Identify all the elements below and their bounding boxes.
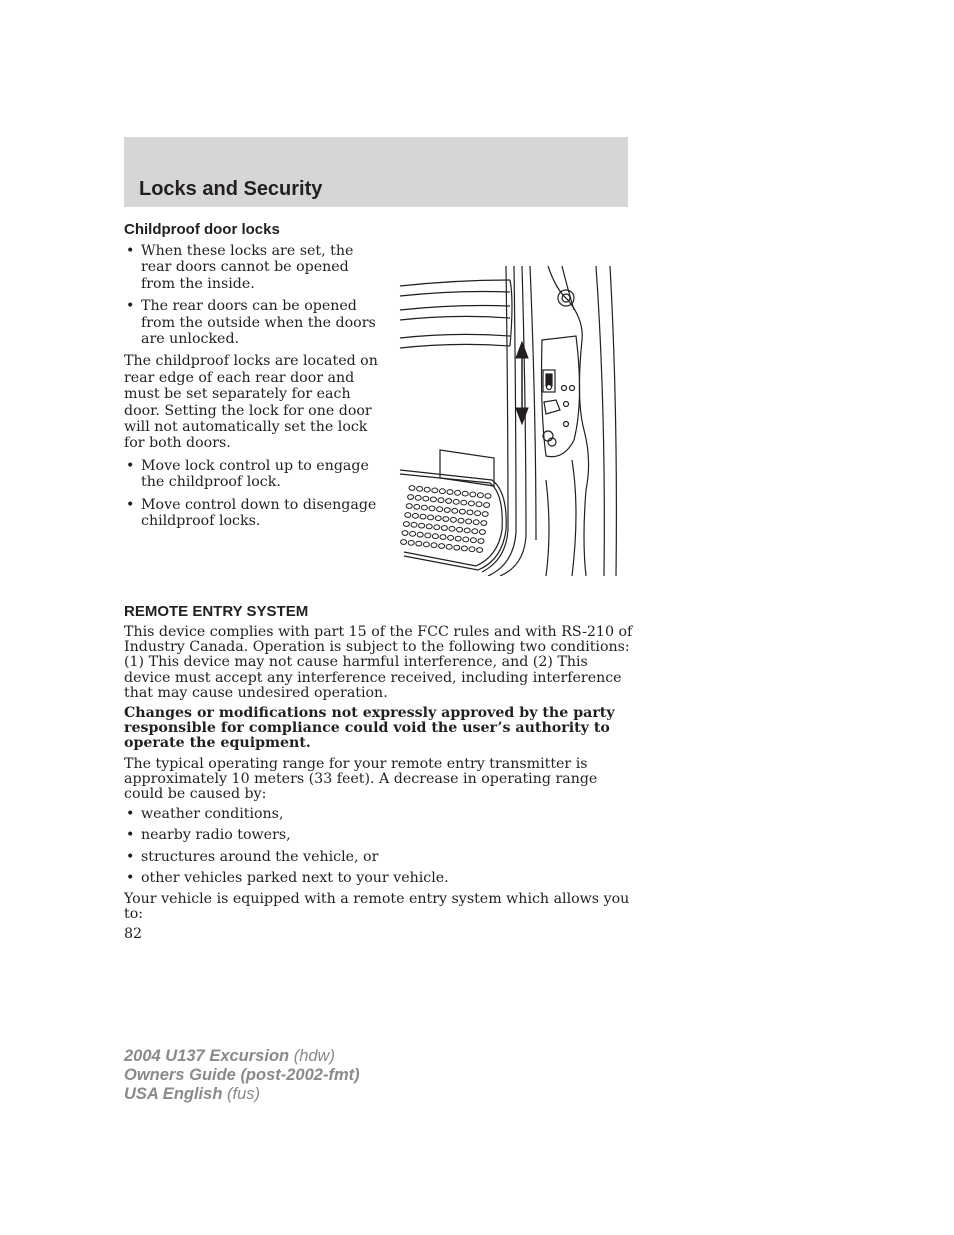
grille-hole <box>431 543 437 548</box>
grille-hole <box>461 500 467 505</box>
list-item: • weather conditions, <box>124 807 634 822</box>
grille-hole <box>446 544 452 549</box>
grille-hole <box>440 535 446 540</box>
grille-hole <box>447 490 453 495</box>
grille-hole <box>443 517 449 522</box>
grille-hole <box>405 513 411 518</box>
document-footer <box>124 1047 360 1104</box>
list-item: • Move control down to disengage childproof locks. <box>124 497 386 530</box>
grille-hole <box>424 487 430 492</box>
childproof-bullets-top <box>124 243 386 347</box>
grille-hole <box>452 508 458 513</box>
speaker-grille <box>401 486 491 553</box>
grille-hole <box>420 514 426 519</box>
section-title: Locks and Security <box>139 178 323 200</box>
childproof-heading: Childproof door locks <box>124 221 280 238</box>
grille-hole <box>463 537 469 542</box>
grille-hole <box>459 509 465 514</box>
grille-hole <box>406 504 412 509</box>
list-item: • Move lock control up to engage the childproof lock. <box>124 458 386 491</box>
grille-hole <box>437 507 443 512</box>
range-causes-list <box>124 807 634 886</box>
remote-entry-text-column <box>124 625 634 927</box>
grille-hole <box>479 530 485 535</box>
grille-hole <box>417 486 423 491</box>
grille-hole <box>455 490 461 495</box>
grille-hole <box>403 522 409 527</box>
grille-hole <box>434 525 440 530</box>
grille-hole <box>408 495 414 500</box>
grille-hole <box>461 546 467 551</box>
footer-model-code: (hdw) <box>293 1047 335 1065</box>
childproof-bullets-bottom <box>124 458 386 530</box>
compliance-warning: Changes or modifications not expressly approved by the party responsible for compliance could void the user’s authority to operate the equipment. <box>124 705 615 752</box>
grille-hole <box>446 499 452 504</box>
grille-hole <box>455 536 461 541</box>
grille-hole <box>439 544 445 549</box>
grille-hole <box>466 519 472 524</box>
grille-hole <box>410 531 416 536</box>
grille-hole <box>477 548 483 553</box>
grille-hole <box>412 513 418 518</box>
grille-hole <box>438 498 444 503</box>
grille-hole <box>408 540 414 545</box>
footer-language: USA English <box>124 1085 223 1103</box>
page-number: 82 <box>124 926 143 942</box>
grille-hole <box>414 504 420 509</box>
grille-hole <box>457 527 463 532</box>
grille-hole <box>475 511 481 516</box>
grille-hole <box>423 496 429 501</box>
grille-hole <box>477 493 483 498</box>
grille-hole <box>458 518 464 523</box>
grille-hole <box>441 526 447 531</box>
remote-entry-heading: REMOTE ENTRY SYSTEM <box>124 603 309 620</box>
grille-hole <box>484 503 490 508</box>
closing-paragraph: Your vehicle is equipped with a remote entry system which allows you to: <box>124 891 630 923</box>
grille-hole <box>482 512 488 517</box>
grille-hole <box>454 545 460 550</box>
fcc-paragraph: This device complies with part 15 of the FCC rules and with RS-210 of Industry Canada. Operation is subject to the following two conditions: (1) This device may not cause harmful interference, and (2) This device must accept any interference received, including interference that may cause undesired operation. <box>124 624 633 701</box>
grille-hole <box>411 522 417 527</box>
childproof-paragraph: The childproof locks are located on rear edge of each rear door and must be set separately for each door. Setting the lock for one door will not automatically set the lock for both doors. <box>124 353 378 452</box>
operating-range-paragraph: The typical operating range for your remote entry transmitter is approximately 10 meters (33 feet). A decrease in operating range could be caused by: <box>124 755 598 803</box>
grille-hole <box>421 505 427 510</box>
grille-hole <box>468 501 474 506</box>
grille-hole <box>423 542 429 547</box>
list-item: • When these locks are set, the rear doors cannot be opened from the inside. <box>124 243 386 292</box>
grille-hole <box>430 497 436 502</box>
grille-hole <box>425 533 431 538</box>
grille-hole <box>417 532 423 537</box>
grille-hole <box>448 535 454 540</box>
grille-hole <box>415 495 421 500</box>
grille-hole <box>450 517 456 522</box>
section-header-band <box>124 137 628 207</box>
list-item: • structures around the vehicle, or <box>124 850 634 865</box>
grille-hole <box>428 515 434 520</box>
door-lock-illustration <box>396 260 622 576</box>
grille-hole <box>464 528 470 533</box>
grille-hole <box>429 506 435 511</box>
grille-hole <box>432 488 438 493</box>
footer-language-code: (fus) <box>227 1085 260 1103</box>
grille-hole <box>432 534 438 539</box>
grille-hole <box>462 491 468 496</box>
grille-hole <box>473 520 479 525</box>
grille-hole <box>478 539 484 544</box>
list-item: • other vehicles parked next to your vehicle. <box>124 871 634 886</box>
grille-hole <box>409 486 415 491</box>
grille-hole <box>470 492 476 497</box>
grille-hole <box>470 538 476 543</box>
grille-hole <box>444 508 450 513</box>
grille-hole <box>439 489 445 494</box>
grille-hole <box>476 502 482 507</box>
grille-hole <box>469 547 475 552</box>
grille-hole <box>467 510 473 515</box>
footer-model: 2004 U137 Excursion <box>124 1047 290 1065</box>
grille-hole <box>485 494 491 499</box>
list-item: • nearby radio towers, <box>124 828 634 843</box>
grille-hole <box>472 529 478 534</box>
grille-hole <box>481 521 487 526</box>
grille-hole <box>419 523 425 528</box>
grille-hole <box>402 531 408 536</box>
grille-hole <box>401 540 407 545</box>
list-item: • The rear doors can be opened from the outside when the doors are unlocked. <box>124 298 386 347</box>
childproof-text-column <box>124 243 386 536</box>
footer-guide: Owners Guide (post-2002-fmt) <box>124 1066 360 1084</box>
grille-hole <box>416 541 422 546</box>
grille-hole <box>449 526 455 531</box>
grille-hole <box>453 499 459 504</box>
grille-hole <box>426 524 432 529</box>
grille-hole <box>435 516 441 521</box>
